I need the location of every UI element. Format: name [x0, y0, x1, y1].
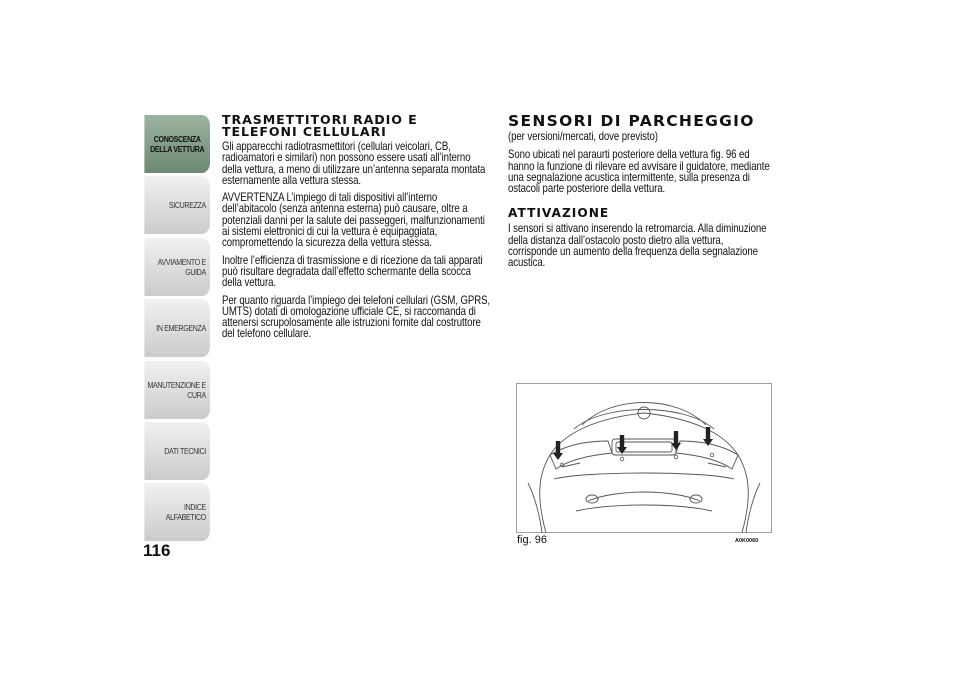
page-number: 116: [143, 541, 171, 560]
car-rear-illustration: [516, 383, 772, 533]
paragraph: I sensori si attivano inserendo la retromarcia. Alla diminuzione della distanza dall’ostacolo posto dietro alla vettura, corrisponde un aumento della frequenza della segnalazione acustica.: [508, 222, 767, 270]
paragraph: Per quanto riguarda l’impiego dei telefoni cellulari (GSM, GPRS, UMTS) dotati di omologazione ufficiale CE, si raccomanda di attenersi scrupolosamente alle istruzioni fornite dal costruttore del telefono cellulare.: [222, 293, 490, 341]
tab-conoscenza-della-vettura[interactable]: CONOSCENZA DELLA VETTURA: [144, 115, 210, 173]
paragraph: Inoltre l’efficienza di trasmissione e di ricezione da tali apparati può risultare degradata dall’effetto schermante della scocca della vettura.: [222, 253, 483, 290]
subtitle: (per versioni/mercati, dove previsto): [508, 130, 658, 143]
sidebar-tabs: [130, 115, 210, 545]
paragraph: Sono ubicati nel paraurti posteriore della vettura fig. 96 ed hanno la funzione di rilevare ed avvisare il guidatore, mediante una segnalazione acustica intermittente, sulla presenza di ostacoli parte posteriore della vettura.: [508, 148, 770, 196]
paragraph: Gli apparecchi radiotrasmettitori (cellulari veicolari, CB, radioamatori e similari) non possono essere usati all’interno della vettura, a meno di utilizzare un’antenna separata montata esternamente alla vettura stessa.: [222, 140, 486, 187]
tab-dati-tecnici[interactable]: DATI TECNICI: [144, 422, 210, 480]
tab-avviamento-e-guida[interactable]: AVVIAMENTO E GUIDA: [144, 238, 210, 296]
left-column: [222, 114, 494, 346]
paragraph: AVVERTENZA L’impiego di tali dispositivi all’interno dell’abitacolo (senza antenna esterna) può causare, oltre a potenziali danni per la salute dei passeggeri, malfunzionamenti ai sistemi elettronici di cui la vettura è equipaggiata, compromettendo la sicurezza della vettura stessa.: [222, 191, 485, 250]
tab-sicurezza[interactable]: SICUREZZA: [144, 176, 210, 234]
section-heading-radio: TRASMETTITORI RADIO E TELEFONI CELLULARI: [222, 112, 418, 139]
right-column: [508, 114, 774, 275]
figure-code: A0K0060: [735, 538, 759, 544]
section-heading-sensori: SENSORI DI PARCHEGGIO: [508, 112, 755, 130]
figure-caption: fig. 96: [517, 534, 547, 546]
tab-indice-alfabetico[interactable]: INDICE ALFABETICO: [144, 483, 210, 541]
car-rear-drawing: [516, 383, 772, 533]
section-heading-attivazione: ATTIVAZIONE: [508, 206, 610, 221]
tab-manutenzione-e-cura[interactable]: MANUTENZIONE E CURA: [144, 361, 210, 419]
tab-in-emergenza[interactable]: IN EMERGENZA: [144, 299, 210, 357]
